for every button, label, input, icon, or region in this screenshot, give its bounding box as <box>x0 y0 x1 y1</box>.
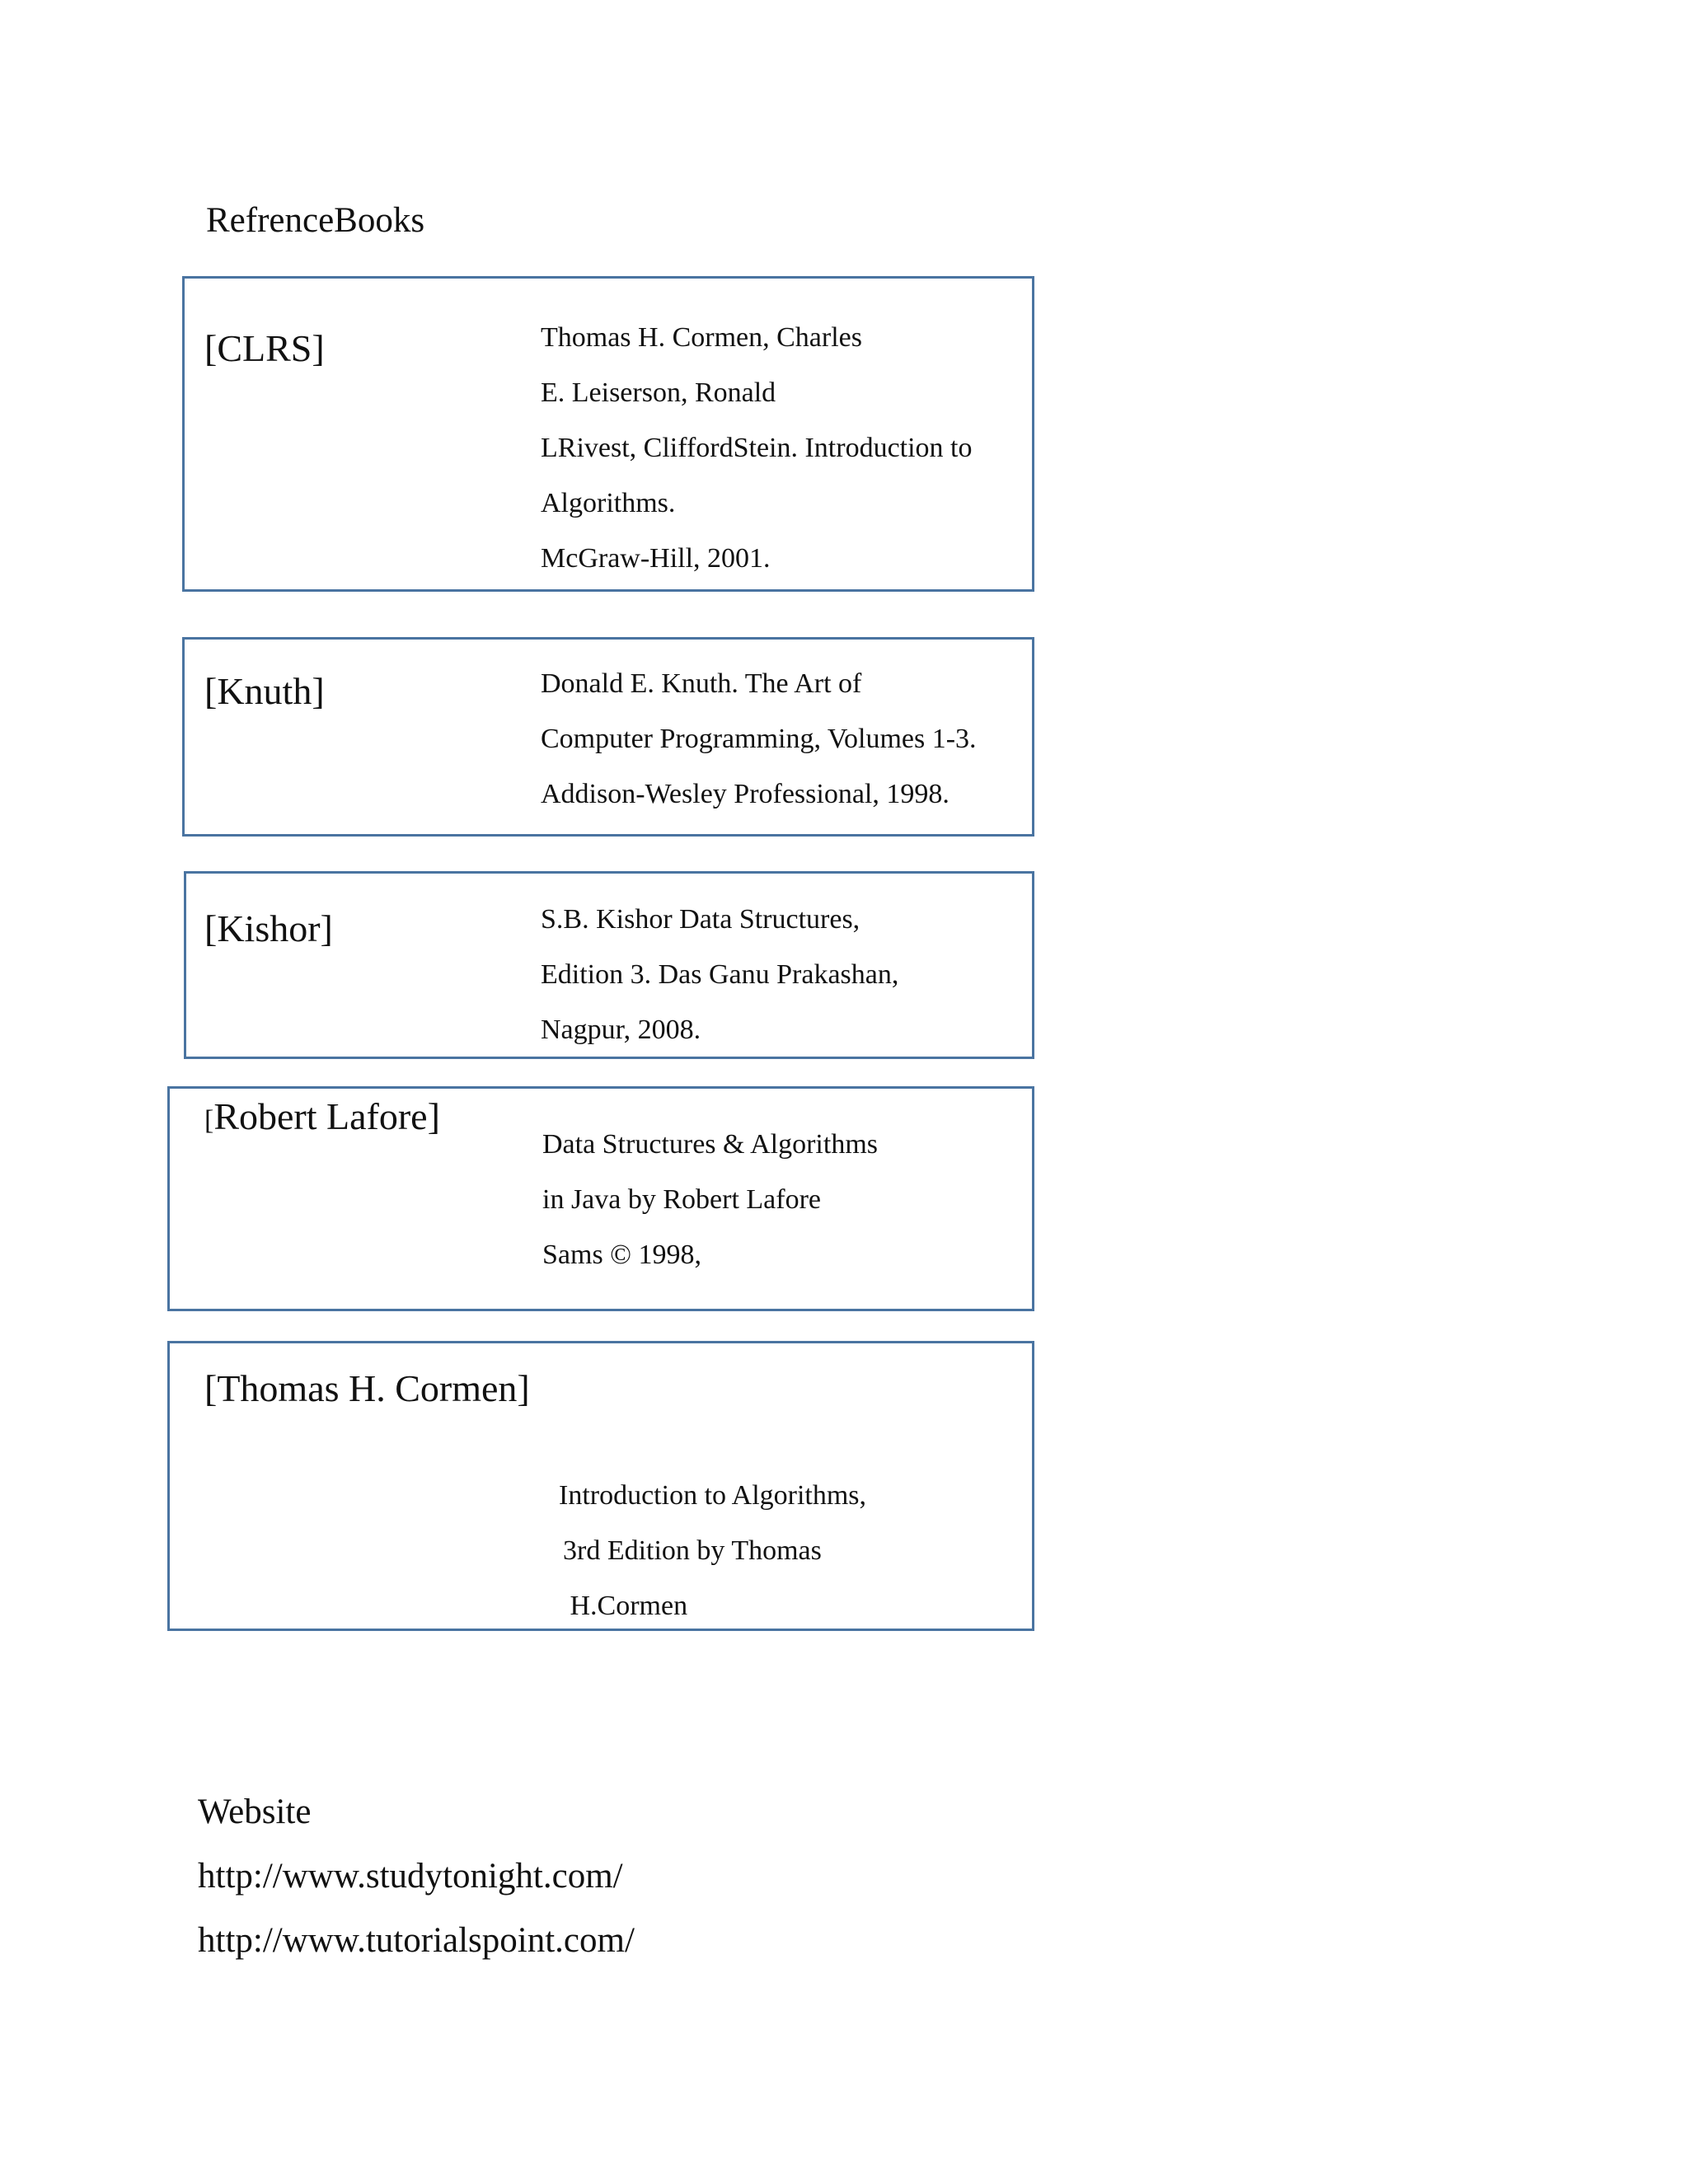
reference-box-lafore <box>167 1086 1034 1311</box>
citation-line: Nagpur, 2008. <box>541 1015 701 1045</box>
citation-line: Data Structures & Algorithms <box>542 1129 879 1160</box>
reference-citation <box>559 1468 866 1633</box>
citation-line: Computer Programming, Volumes 1-3. <box>541 724 977 754</box>
website-link-tutorialspoint[interactable]: http://www.tutorialspoint.com/ <box>198 1921 635 1960</box>
reference-key: [Kishor] <box>204 907 333 949</box>
reference-key: [CLRS] <box>204 327 325 369</box>
citation-line: 3rd Edition by Thomas <box>563 1535 822 1566</box>
citation-line: Addison-Wesley Professional, 1998. <box>541 779 950 809</box>
reference-citation <box>541 656 977 822</box>
citation-line: Sams © 1998, <box>542 1240 702 1270</box>
website-section <box>198 1780 635 1973</box>
reference-box-clrs <box>182 276 1034 592</box>
citation-line: E. Leiserson, Ronald <box>541 377 776 408</box>
citation-line: LRivest, CliffordStein. Introduction to <box>541 433 973 463</box>
reference-box-kishor <box>184 871 1034 1059</box>
key-open-bracket: [ <box>204 1105 214 1136</box>
reference-key <box>204 1092 440 1146</box>
citation-line: S.B. Kishor Data Structures, <box>541 904 860 935</box>
citation-line: Donald E. Knuth. The Art of <box>541 668 862 699</box>
website-heading: Website <box>198 1793 312 1831</box>
citation-line: Algorithms. <box>541 488 676 518</box>
reference-box-knuth <box>182 637 1034 837</box>
citation-line: H.Cormen <box>563 1591 688 1621</box>
reference-citation <box>541 892 898 1057</box>
reference-key: [Knuth] <box>204 670 325 712</box>
citation-line: Introduction to Algorithms, <box>559 1480 867 1511</box>
reference-box-cormen <box>167 1341 1034 1631</box>
reference-citation <box>542 1117 878 1282</box>
citation-line: Edition 3. Das Ganu Prakashan, <box>541 959 899 990</box>
reference-key: [Thomas H. Cormen] <box>204 1367 530 1409</box>
citation-line: McGraw-Hill, 2001. <box>541 543 771 574</box>
reference-citation <box>541 310 973 586</box>
section-heading: RefrenceBooks <box>206 201 425 240</box>
citation-line: Thomas H. Cormen, Charles <box>541 322 862 353</box>
key-text: Robert Lafore] <box>213 1095 440 1137</box>
website-link-studytonight[interactable]: http://www.studytonight.com/ <box>198 1857 623 1896</box>
citation-line: in Java by Robert Lafore <box>542 1184 821 1215</box>
